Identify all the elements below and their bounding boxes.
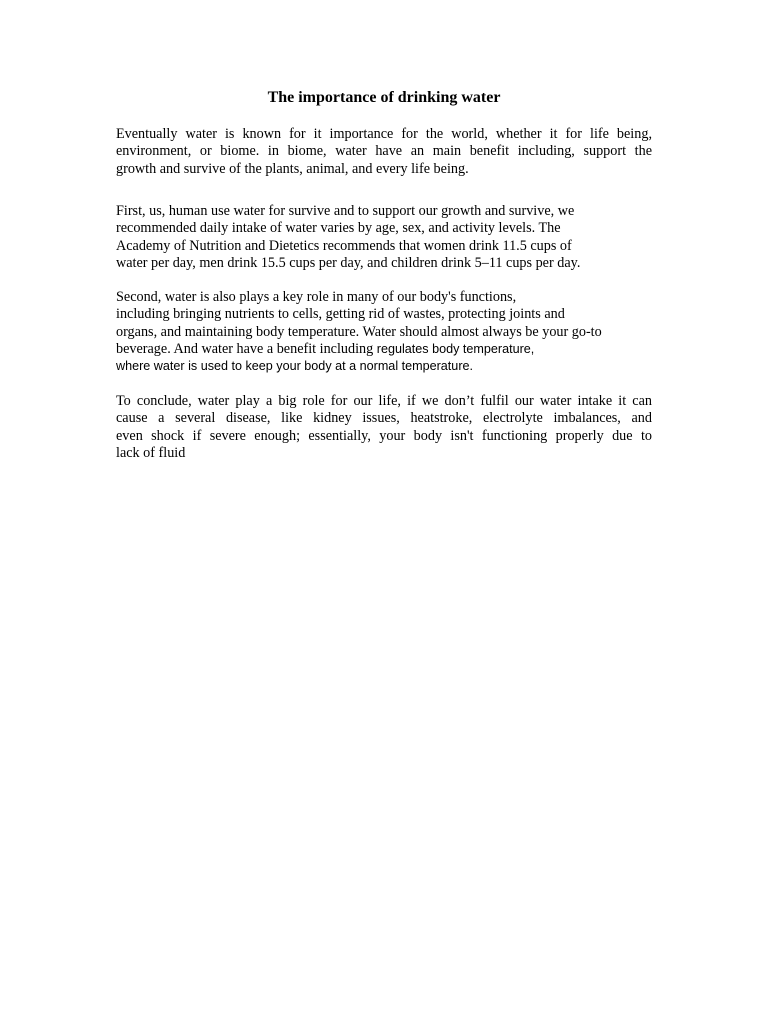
- paragraph-line: lack of fluid: [116, 444, 186, 461]
- paragraph-line: cause a several disease, like kidney issues, heatstroke, electrolyte imbalances, and: [116, 410, 652, 427]
- paragraph-first: [116, 203, 652, 272]
- paragraph-line: environment, or biome. in biome, water have an main benefit including, support the: [116, 143, 652, 160]
- paragraph-intro: [116, 126, 652, 178]
- paragraph-conclusion: [116, 393, 652, 462]
- document-title: The importance of drinking water: [267, 89, 501, 106]
- paragraph-line: recommended daily intake of water varies by age, sex, and activity levels. The: [116, 220, 561, 237]
- paragraph-line: organs, and maintaining body temperature. Water should almost always be your go-to: [116, 323, 602, 340]
- paragraph-line: To conclude, water play a big role for our life, if we don’t fulfil our water intake it can: [116, 393, 652, 409]
- paragraph-line: including bringing nutrients to cells, getting rid of wastes, protecting joints and: [116, 306, 565, 323]
- paragraph-line-mixed: [116, 341, 652, 358]
- paragraph-line: growth and survive of the plants, animal, and every life being.: [116, 160, 469, 177]
- paragraph-line: Academy of Nutrition and Dietetics recommends that women drink 11.5 cups of: [116, 237, 572, 254]
- paragraph-text: beverage. And water have a benefit including: [116, 340, 377, 357]
- paragraph-line: Eventually water is known for it importance for the world, whether it for life being,: [116, 126, 652, 142]
- paragraph-line: First, us, human use water for survive and to support our growth and survive, we: [116, 203, 575, 219]
- paragraph-second: [116, 289, 652, 375]
- paragraph-sans-text: regulates body temperature,: [376, 341, 535, 356]
- paragraph-line: water per day, men drink 15.5 cups per day, and children drink 5–11 cups per day.: [116, 254, 581, 271]
- paragraph-line: even shock if severe enough; essentially, your body isn't functioning properly due to: [116, 427, 652, 444]
- paragraph-sans-line: where water is used to keep your body at a normal temperature.: [116, 359, 474, 374]
- paragraph-line: Second, water is also plays a key role in many of our body's functions,: [116, 289, 517, 305]
